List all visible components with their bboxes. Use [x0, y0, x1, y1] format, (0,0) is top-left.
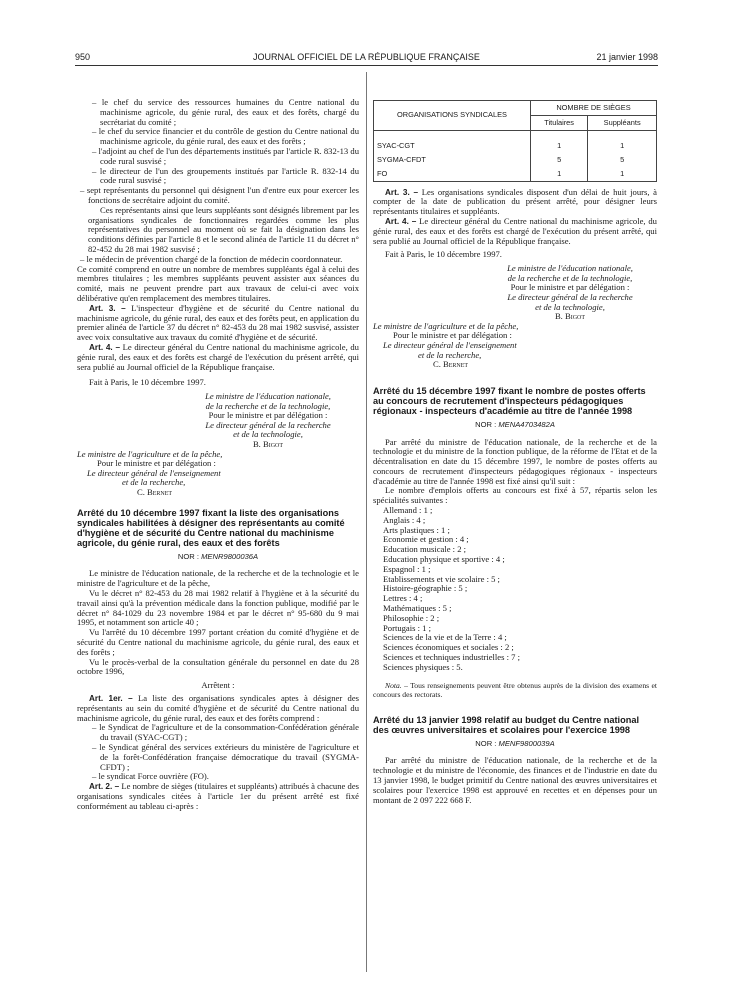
nota-text: Tous renseignements peuvent être obtenus auprès de la division des examens et concours des rectorats. [373, 680, 657, 699]
arretent: Arrêtent : [201, 680, 235, 691]
list-item: Sciences économiques et sociales : 2 ; [383, 642, 514, 653]
sup-cell: 5 [588, 153, 657, 167]
list-item: – le chef du service des ressources humaines du Centre national du machinisme agricole, du génie rural, des eaux et des forêts, chargé du secrétariat du comité ; [92, 97, 359, 127]
nor-code: MENF9800039A [498, 738, 555, 748]
nor-reference [373, 739, 657, 749]
nor-label: NOR : [475, 738, 497, 748]
article-text: L'inspecteur d'hygiène et de sécurité du Centre national du machinisme agricole, du génie rural, des eaux et des forêts peut, en application du premier alinéa de l'article 37 du décret n° 82-453 du 28 mai 1982 susvisé, assister avec voix consultative aux travaux du comité d'hygiène et de sécurité. [77, 302, 359, 343]
table-row [374, 153, 657, 167]
signature-line: de la recherche et de la technologie, [205, 400, 331, 411]
signature-line: Le ministre de l'agriculture et de la pêche, [77, 448, 223, 459]
list-item: – sept représentants du personnel qui désignent l'un d'entre eux pour exercer les fonctions de secrétaire adjoint du comité. [80, 185, 359, 205]
article-label: Art. 4. – [385, 216, 417, 226]
list-item: – l'adjoint au chef de l'un des départements institués par l'article R. 832-13 du code rural susvisé ; [92, 145, 359, 166]
table-row [374, 139, 657, 153]
sup-cell: 1 [588, 167, 657, 182]
signatory-name: B. Bigot [554, 311, 586, 322]
list-item: Lettres : 4 ; [383, 593, 423, 604]
signature-line: et de la recherche, [122, 477, 186, 488]
signature-block [177, 392, 359, 450]
nor-reference [373, 420, 657, 430]
list-item: Sciences et techniques industrielles : 7 ; [383, 652, 520, 663]
signature-line: Le directeur général de la recherche [205, 419, 331, 430]
org-cell: SYGMA-CFDT [374, 153, 531, 167]
nota [373, 681, 657, 699]
list-item: Mathématiques : 5 ; [383, 603, 452, 614]
signature-line: Le ministre de l'éducation nationale, [507, 263, 633, 274]
right-column [373, 100, 657, 805]
signature-line: Pour le ministre et par délégation : [97, 458, 216, 469]
journal-title: JOURNAL OFFICIEL DE LA RÉPUBLIQUE FRANÇAISE [253, 52, 480, 62]
paragraph: Le nombre d'emplois offerts au concours est fixé à 57, répartis selon les spécialités suivantes : [373, 485, 657, 506]
left-column [77, 98, 359, 812]
signature-block [373, 322, 657, 370]
header-rule [75, 65, 658, 66]
list-item: Sciences physiques : 5. [383, 661, 463, 672]
org-cell: FO [374, 167, 531, 182]
signatory-name: B. Bigot [252, 439, 284, 450]
list-item: Education physique et sportive : 4 ; [383, 554, 505, 565]
article-2 [77, 782, 359, 811]
paragraph: Par arrêté du ministre de l'éducation nationale, de la recherche et de la technologie et du ministre de la fonction publique, de la réforme de l'Etat et de la décentralisation en date du 15 décembre 1997, le nombre de postes offerts au concours de recrutement d'inspecteurs pédagogiques régionaux - inspecteurs d'académie au titre de l'année 1998 est fixé ainsi qu'il suit : [373, 436, 657, 486]
list-item: – le directeur de l'un des groupements institués par l'article R. 832-14 du code rural susvisé ; [92, 165, 359, 186]
list-item: – le Syndicat de l'agriculture et de la consommation-Confédération générale du travail (SYAC-CGT) ; [92, 722, 359, 743]
article-3 [373, 188, 657, 217]
tit-cell: 5 [531, 153, 588, 167]
fait-line: Fait à Paris, le 10 décembre 1997. [385, 249, 502, 260]
article-label: Art. 2. – [89, 782, 120, 792]
list-item: Arts plastiques : 1 ; [383, 524, 450, 535]
signature-line: Le directeur général de l'enseignement [87, 467, 221, 478]
signature-line: Le ministre de l'agriculture et de la pêche, [373, 320, 519, 331]
article-4 [77, 343, 359, 372]
signature-line: Pour le ministre et par délégation : [208, 410, 328, 421]
list-item: Portugais : 1 ; [383, 622, 431, 633]
table-header-org: ORGANISATIONS SYNDICALES [374, 101, 531, 131]
signature-block [483, 264, 657, 322]
article-1 [77, 694, 359, 723]
org-cell: SYAC-CGT [374, 139, 531, 153]
nota-label: Nota. – [385, 680, 408, 690]
signature-line: de la recherche et de la technologie, [507, 272, 633, 283]
signature-line: Le ministre de l'éducation nationale, [205, 391, 331, 402]
table-row [374, 167, 657, 182]
signature-line: Le directeur général de la recherche [507, 291, 633, 302]
tit-cell: 1 [531, 139, 588, 153]
list-item: Allemand : 1 ; [383, 505, 433, 516]
signature-line: Pour le ministre et par délégation : [510, 282, 630, 293]
list-item: – le syndicat Force ouvrière (FO). [92, 771, 209, 782]
nor-code: MENR9800036A [201, 551, 259, 561]
paragraph: Vu le procès-verbal de la consultation générale du personnel en date du 28 octobre 1996, [77, 656, 359, 677]
decree-title: Arrêté du 15 décembre 1997 fixant le nombre de postes offerts au concours de recrutement d'inspecteurs pédagogiques régionaux - inspecteurs d'académie au titre de l'année 1998 [373, 385, 646, 416]
table-header-sup: Suppléants [588, 115, 657, 130]
list-item: Etablissements et vie scolaire : 5 ; [383, 573, 500, 584]
article-text: Le directeur général du Centre national du machinisme agricole, du génie rural, des eaux et des forêts est chargé de l'exécution du présent arrêté, qui sera publié au Journal officiel de la République française. [373, 215, 657, 246]
paragraph: Vu le décret n° 82-453 du 28 mai 1982 relatif à l'hygiène et à la sécurité du travail ainsi qu'à la prévention médicale dans la fonction publique, modifié par le décret n° 84-1029 du 23 novembre 1984 et par le décret n° 95-680 du 9 mai 1995, et notamment son article 40 ; [77, 588, 359, 628]
decree-title: Arrêté du 10 décembre 1997 fixant la liste des organisations syndicales habilitées à désigner des représentants au comité d'hygiène et de sécurité du Centre national du machinisme agricole, du génie rural, des eaux et des forêts [77, 507, 345, 548]
specialites-list [373, 506, 657, 673]
signature-block [77, 450, 359, 498]
column-divider [366, 72, 367, 972]
signatory-name: C. Bernet [137, 487, 173, 498]
nor-code: MENA4703482A [498, 419, 555, 429]
list-item: – le chef du service financier et du contrôle de gestion du Centre national du machinisme agricole, du génie rural, des eaux et des forêts ; [92, 126, 359, 147]
article-label: Art. 1er. – [89, 694, 133, 703]
paragraph: Le ministre de l'éducation nationale, de la recherche et de la technologie et le ministre de l'agriculture et de la pêche, [77, 568, 359, 589]
issue-date: 21 janvier 1998 [596, 52, 658, 62]
article-text: Le nombre de sièges (titulaires et suppléants) attribués à chacune des organisations syndicales citées à l'article 1er du présent arrêté est fixé conformément au tableau ci-après : [77, 781, 359, 811]
signature-line: Pour le ministre et par délégation : [393, 330, 512, 341]
article-text: Les organisations syndicales disposent d'un délai de huit jours, à compter de la date de publication du présent arrêté, pour désigner leurs représentants titulaires et suppléants. [373, 186, 657, 217]
seats-table [373, 100, 657, 182]
article-4 [373, 217, 657, 246]
nor-label: NOR : [177, 551, 199, 561]
list-item: – le Syndicat général des services extérieurs du ministère de l'agriculture et de la forêt-Confédération française démocratique du travail (SYGMA-CFDT) ; [92, 741, 359, 772]
decree-title: Arrêté du 13 janvier 1998 relatif au budget du Centre national des œuvres universitaires et scolaires pour l'exercice 1998 [373, 714, 639, 735]
tit-cell: 1 [531, 167, 588, 182]
article-text: Le directeur général du Centre national du machinisme agricole, du génie rural, des eaux et des forêts est chargé de l'exécution du présent arrêté, qui sera publié au Journal officiel de la République française. [77, 341, 359, 372]
table-header-group: NOMBRE DE SIÈGES [531, 101, 657, 116]
signature-line: et de la technologie, [233, 429, 303, 440]
paragraph: Par arrêté du ministre de l'éducation nationale, de la recherche et de la technologie et du ministre de l'économie, des finances et de l'industrie en date du 13 janvier 1998, le budget primitif du Centre national des œuvres universitaires et scolaires pour l'exercice 1998 est approuvé en recettes et en dépenses pour un montant de 2 097 222 668 F. [373, 755, 657, 805]
list-item: Philosophie : 2 ; [383, 612, 440, 623]
paragraph: Ces représentants ainsi que leurs suppléants sont désignés librement par les organisations syndicales de fonctionnaires regardées comme les plus représentatives du personnel au moment où se fait la désignation dans les conditions définies par l'article 8 et le second alinéa de l'article 11 du décret n° 82-452 du 28 mai 1982 susvisé ; [88, 204, 359, 254]
paragraph: Vu l'arrêté du 10 décembre 1997 portant création du comité d'hygiène et de sécurité du Centre national du machinisme agricole, du génie rural, des eaux et des forêts ; [77, 627, 359, 657]
nor-label: NOR : [475, 419, 497, 429]
paragraph: Ce comité comprend en outre un nombre de membres suppléants égal à celui des membres titulaires ; les membres suppléants peuvent assister aux séances du comité, mais ne peuvent prendre part aux travaux de celui-ci avec voix délibérative qu'en remplacement des membres titulaires. [77, 263, 359, 303]
sup-cell: 1 [588, 139, 657, 153]
article-label: Art. 3. – [89, 303, 126, 313]
list-item: – le médecin de prévention chargé de la fonction de médecin coordonnateur. [80, 253, 343, 264]
list-item: Economie et gestion : 4 ; [383, 534, 469, 545]
list-item: Espagnol : 1 ; [383, 563, 431, 574]
signature-line: Le directeur général de l'enseignement [383, 339, 517, 350]
article-label: Art. 3. – [385, 187, 419, 197]
page-number: 950 [75, 52, 91, 62]
fait-line: Fait à Paris, le 10 décembre 1997. [89, 377, 206, 388]
signature-line: et de la recherche, [418, 349, 482, 360]
list-item: Histoire-géographie : 5 ; [383, 583, 468, 594]
signature-line: et de la technologie, [535, 301, 605, 312]
page-header [75, 52, 658, 64]
nor-reference [77, 552, 359, 562]
list-item: Anglais : 4 ; [383, 514, 426, 525]
list-item: Education musicale : 2 ; [383, 544, 467, 555]
table-header-tit: Titulaires [531, 115, 588, 130]
signatory-name: C. Bernet [433, 359, 469, 370]
article-3 [77, 304, 359, 343]
article-text: La liste des organisations syndicales aptes à désigner des représentants au sein du comité d'hygiène et de sécurité du Centre national du machinisme agricole, du génie rural, des eaux et des forêts comprend : [77, 693, 359, 723]
list-item: Sciences de la vie et de la Terre : 4 ; [383, 632, 507, 643]
article-label: Art. 4. – [89, 342, 121, 352]
